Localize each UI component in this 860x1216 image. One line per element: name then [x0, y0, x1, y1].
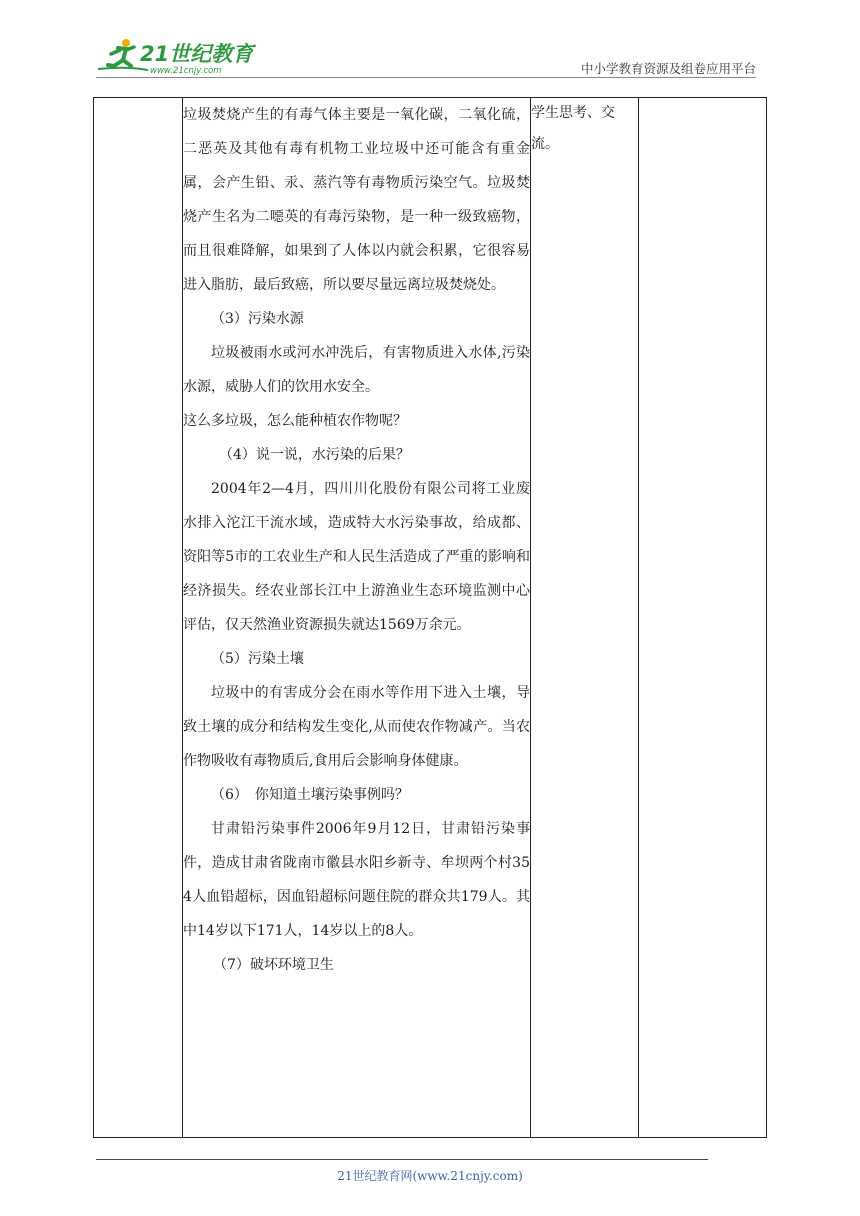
site-logo: [96, 36, 266, 78]
design-intent-cell: [639, 98, 767, 1138]
heading-soil-pollution: （5）污染土壤: [211, 651, 304, 667]
header-divider: [96, 77, 756, 78]
paragraph-question-crops: 这么多垃圾，怎么能种植农作物呢？: [183, 413, 407, 429]
table-row: [94, 98, 767, 1138]
student-activity-cell: [531, 98, 639, 1138]
teacher-activity-cell: [183, 98, 531, 1138]
stage-cell: [94, 98, 183, 1138]
heading-water-consequences: （4）说一说，水污染的后果？: [219, 447, 410, 463]
student-activity-text: 学生思考、交流。: [531, 105, 615, 152]
footer-divider: [96, 1159, 708, 1160]
paragraph-gansu-lead: 甘肃铅污染事件2006年9月12日，甘肃铅污染事件，造成甘肃省陇南市徽县水阳乡新寺、牟坝两个村354人血铅超标，因血铅超标问题住院的群众共179人。其中14岁以下171人，14岁以上的8人。: [183, 821, 530, 939]
heading-water-pollution: （3）污染水源: [211, 311, 304, 327]
paragraph-water-source: 垃圾被雨水或河水冲洗后，有害物质进入水体,污染水源，威胁人们的饮用水安全。: [183, 345, 530, 395]
platform-title: 中小学教育资源及组卷应用平台: [580, 61, 756, 76]
lesson-table: [93, 97, 767, 1138]
paragraph-incineration: 垃圾焚烧产生的有毒气体主要是一氧化碳，二氧化硫，二恶英及其他有毒有机物工业垃圾中还可能含有重金属，会产生铅、汞、蒸汽等有毒物质污染空气。垃圾焚烧产生名为二噁英的有毒污染物，是一种一级致癌物，而且很难降解，如果到了人体以内就会积累，它很容易进入脂肪，最后致癌，所以要尽量远离垃圾焚烧处。: [183, 107, 530, 293]
svg-text:www.21cnjy.com: www.21cnjy.com: [150, 66, 222, 76]
heading-environment-hygiene: （7）破坏环境卫生: [213, 957, 334, 973]
page-header: [0, 0, 860, 80]
svg-text:21世纪教育: 21世纪教育: [140, 42, 254, 66]
footer-source[interactable]: 21世纪教育网(www.21cnjy.com): [337, 1169, 523, 1183]
paragraph-tuojiang-case: 2004年2—4月，四川川化股份有限公司将工业废水排入沱江干流水域，造成特大水污染事故，给成都、资阳等5市的工农业生产和人民生活造成了严重的影响和经济损失。经农业部长江中上游渔业生态环境监测中心评估，仅天然渔业资源损失就达1569万余元。: [183, 481, 530, 633]
heading-soil-cases: （6） 你知道土壤污染事例吗？: [211, 787, 409, 803]
paragraph-soil: 垃圾中的有害成分会在雨水等作用下进入土壤，导致土壤的成分和结构发生变化,从而使农作物减产。当农作物吸收有毒物质后,食用后会影响身体健康。: [183, 685, 530, 769]
